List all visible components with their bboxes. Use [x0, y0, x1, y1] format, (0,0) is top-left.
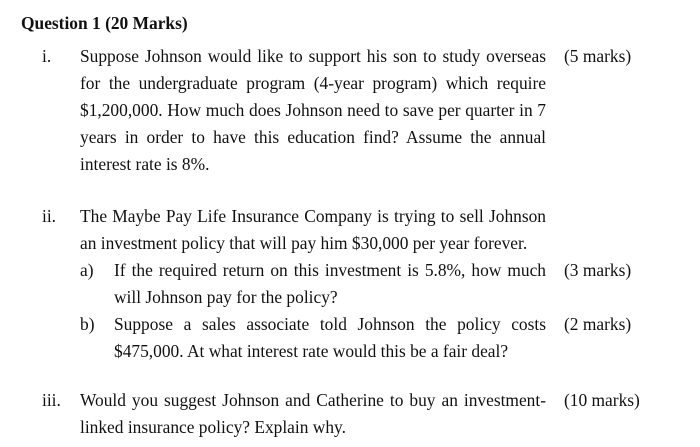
part-ii-numeral: ii.	[42, 206, 57, 226]
part-i-line-3: $1,200,000. How much does Johnson need to save per quarter in 7	[80, 100, 546, 120]
part-ii-a-letter: a)	[80, 260, 94, 280]
part-ii-line-2: an investment policy that will pay him $30,000 per year forever.	[80, 233, 528, 253]
question-title: Question 1 (20 Marks)	[21, 13, 188, 33]
part-i-line-5: interest rate is 8%.	[80, 154, 210, 174]
part-i-numeral: i.	[42, 46, 52, 66]
part-ii-a-marks: (3 marks)	[564, 260, 632, 280]
part-i-marks: (5 marks)	[564, 46, 632, 66]
part-ii-line-1: The Maybe Pay Life Insurance Company is trying to sell Johnson	[80, 206, 546, 226]
part-i-line-4: years in order to have this education find? Assume the annual	[80, 127, 546, 147]
part-iii-line-1: Would you suggest Johnson and Catherine to buy an investment-	[80, 390, 546, 410]
part-iii-line-2: linked insurance policy? Explain why.	[80, 417, 346, 437]
part-ii-a-line-1: If the required return on this investment is 5.8%, how much	[114, 260, 546, 280]
part-ii-b-line-1: Suppose a sales associate told Johnson the policy costs	[114, 314, 546, 334]
part-iii-marks: (10 marks)	[564, 390, 640, 410]
part-ii-b-letter: b)	[80, 314, 95, 334]
part-ii-a-line-2: will Johnson pay for the policy?	[114, 287, 338, 307]
part-iii-numeral: iii.	[42, 390, 61, 410]
part-i-line-1: Suppose Johnson would like to support his son to study overseas	[80, 46, 546, 66]
part-ii-b-line-2: $475,000. At what interest rate would this be a fair deal?	[114, 341, 509, 361]
part-ii-b-marks: (2 marks)	[564, 314, 632, 334]
part-i-line-2: for the undergraduate program (4-year program) which require	[80, 73, 546, 93]
